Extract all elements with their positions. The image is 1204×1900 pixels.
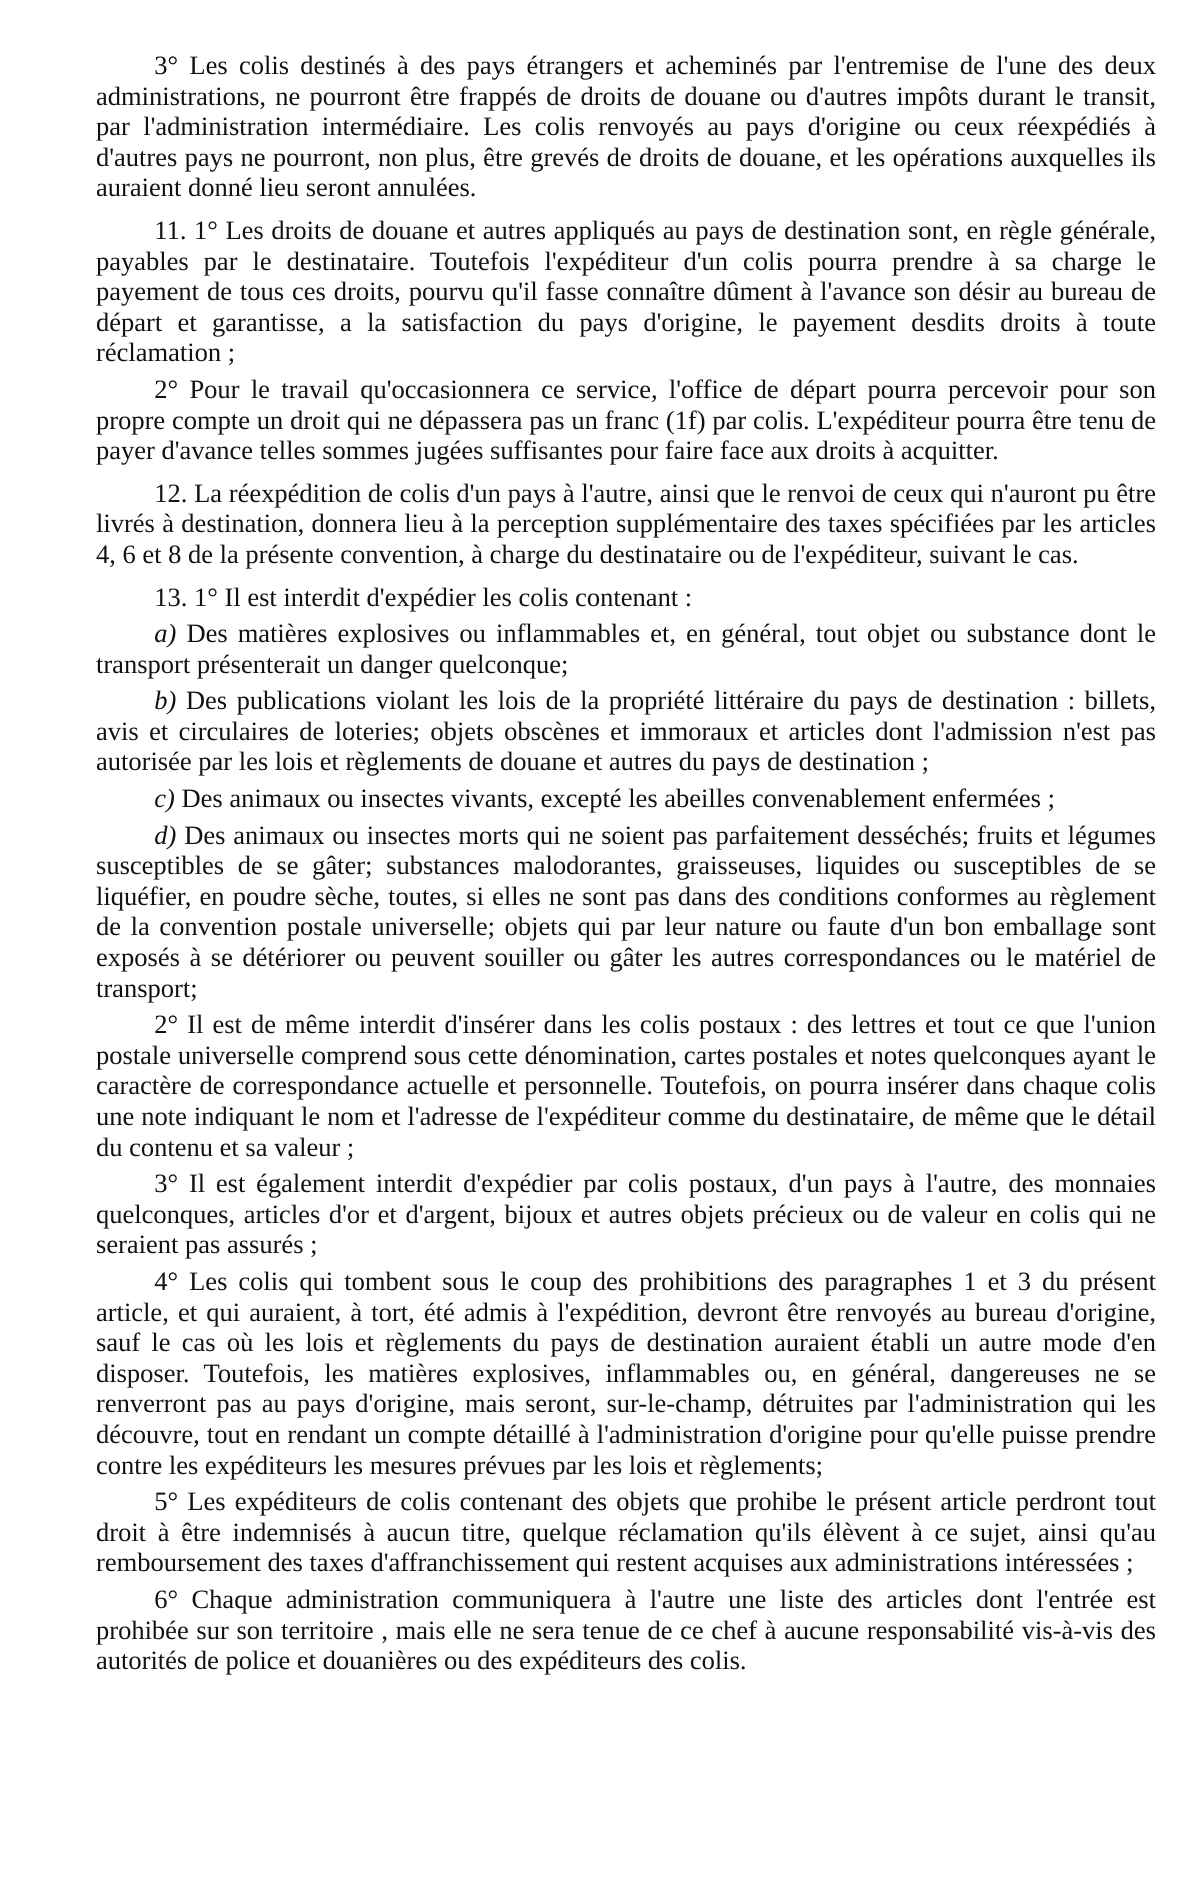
paragraph-article-13-5: 5° Les expéditeurs de colis contenant des objets que prohibe le présent article perdront tout droit à être indemnisés à aucun titre, quelque réclamation qu'ils élèvent à ce sujet, ainsi qu'au remboursement des taxes d'affranchissement qui restent acquises aux administrations intéressées ; — [96, 1486, 1156, 1578]
document-body — [96, 50, 1156, 1676]
paragraph-article-13-4: 4° Les colis qui tombent sous le coup des prohibitions des paragraphes 1 et 3 du présent article, et qui auraient, à tort, été admis à l'expédition, devront être renvoyés au bureau d'origine, sauf le cas où les lois et règlements du pays de destination auraient établi un autre mode d'en disposer. Toutefois, les matières explosives, inflammables ou, en général, dangereuses ne se renverront pas au pays d'origine, mais seront, sur-le-champ, détruites par l'administration qui les découvre, tout en rendant un compte détaillé à l'administration d'origine pour qu'elle puisse prendre contre les expéditeurs les mesures prévues par les lois et règlements; — [96, 1265, 1156, 1480]
item-label-d: d) — [154, 819, 177, 850]
item-label-b: b) — [154, 685, 177, 716]
item-13-c — [96, 783, 1156, 814]
paragraph-transit-duties: 3° Les colis destinés à des pays étrangers et acheminés par l'entremise de l'une des deux administrations, ne pourront être frappés de droits de douane ou d'autres impôts durant le transit, par l'administration intermédiaire. Les colis renvoyés au pays d'origine ou ceux réexpédiés à d'autres pays ne pourront, non plus, être grevés de droits de douane, et les opérations auxquelles ils auraient donné lieu seront annulées. — [96, 50, 1156, 203]
paragraph-article-13-3: 3° Il est également interdit d'expédier par colis postaux, d'un pays à l'autre, des monnaies quelconques, articles d'or et d'argent, bijoux et autres objets précieux ou de valeur en colis qui ne seraient pas assurés ; — [96, 1168, 1156, 1260]
item-text-c: Des animaux ou insectes vivants, excepté les abeilles convenablement enfermées ; — [181, 783, 1055, 814]
item-label-c: c) — [154, 783, 175, 814]
item-13-d — [96, 820, 1156, 1004]
paragraph-article-13-1: 13. 1° Il est interdit d'expédier les colis contenant : — [154, 581, 693, 612]
paragraph-article-12: 12. La réexpédition de colis d'un pays à l'autre, ainsi que le renvoi de ceux qui n'auront pu être livrés à destination, donnera lieu à la perception supplémentaire des taxes spécifiées par les articles 4, 6 et 8 de la présente convention, à charge du destinataire ou de l'expéditeur, suivant le cas. — [96, 477, 1156, 569]
paragraph-article-11-1: 11. 1° Les droits de douane et autres appliqués au pays de destination sont, en règle générale, payables par le destinataire. Toutefois l'expéditeur d'un colis pourra prendre à sa charge le payement de tous ces droits, pourvu qu'il fasse connaître dûment à l'avance son désir au bureau de départ et garantisse, a la satisfaction du pays d'origine, le payement desdits droits à toute réclamation ; — [96, 214, 1156, 368]
item-text-a: Des matières explosives ou inflammables et, en général, tout objet ou substance dont le transport présenterait un danger quelconque; — [96, 618, 1157, 679]
item-text-d: Des animaux ou insectes morts qui ne soient pas parfaitement desséchés; fruits et légumes susceptibles de se gâter; substances malodorantes, graisseuses, liquides ou susceptibles de se liquéfier, en poudre sèche, toutes, si elles ne sont pas dans des conditions conformes au règlement de la convention postale universelle; objets qui par leur nature ou faute d'un bon emballage sont exposés à se détériorer ou peuvent souiller ou gâter les autres correspondances ou le matériel de transport; — [96, 819, 1156, 1003]
item-13-b — [96, 685, 1156, 777]
item-label-a: a) — [154, 618, 177, 649]
paragraph-article-11-2: 2° Pour le travail qu'occasionnera ce service, l'office de départ pourra percevoir pour son propre compte un droit qui ne dépassera pas un franc (1f) par colis. L'expéditeur pourra être tenu de payer d'avance telles sommes jugées suffisantes pour faire face aux droits à acquitter. — [96, 373, 1156, 466]
item-13-a — [96, 618, 1156, 679]
paragraph-article-13-6: 6° Chaque administration communiquera à l'autre une liste des articles dont l'entrée est prohibée sur son territoire , mais elle ne sera tenue de ce chef à aucune responsabilité vis-à-vis des autorités de police et douanières ou des expéditeurs des colis. — [96, 1583, 1156, 1676]
paragraph-article-13-2: 2° Il est de même interdit d'insérer dans les colis postaux : des lettres et tout ce que l'union postale universelle comprend sous cette dénomination, cartes postales et notes quelconques ayant le caractère de correspondance actuelle et personnelle. Toutefois, on pourra insérer dans chaque colis une note indiquant le nom et l'adresse de l'expéditeur comme du destinataire, de même que le détail du contenu et sa valeur ; — [96, 1009, 1156, 1162]
item-text-b: Des publications violant les lois de la propriété littéraire du pays de destination : billets, avis et circulaires de loteries; objets obscènes et immoraux et articles dont l'admission n'est pas autorisée par les lois et règlements de douane et autres du pays de destination ; — [96, 685, 1156, 777]
